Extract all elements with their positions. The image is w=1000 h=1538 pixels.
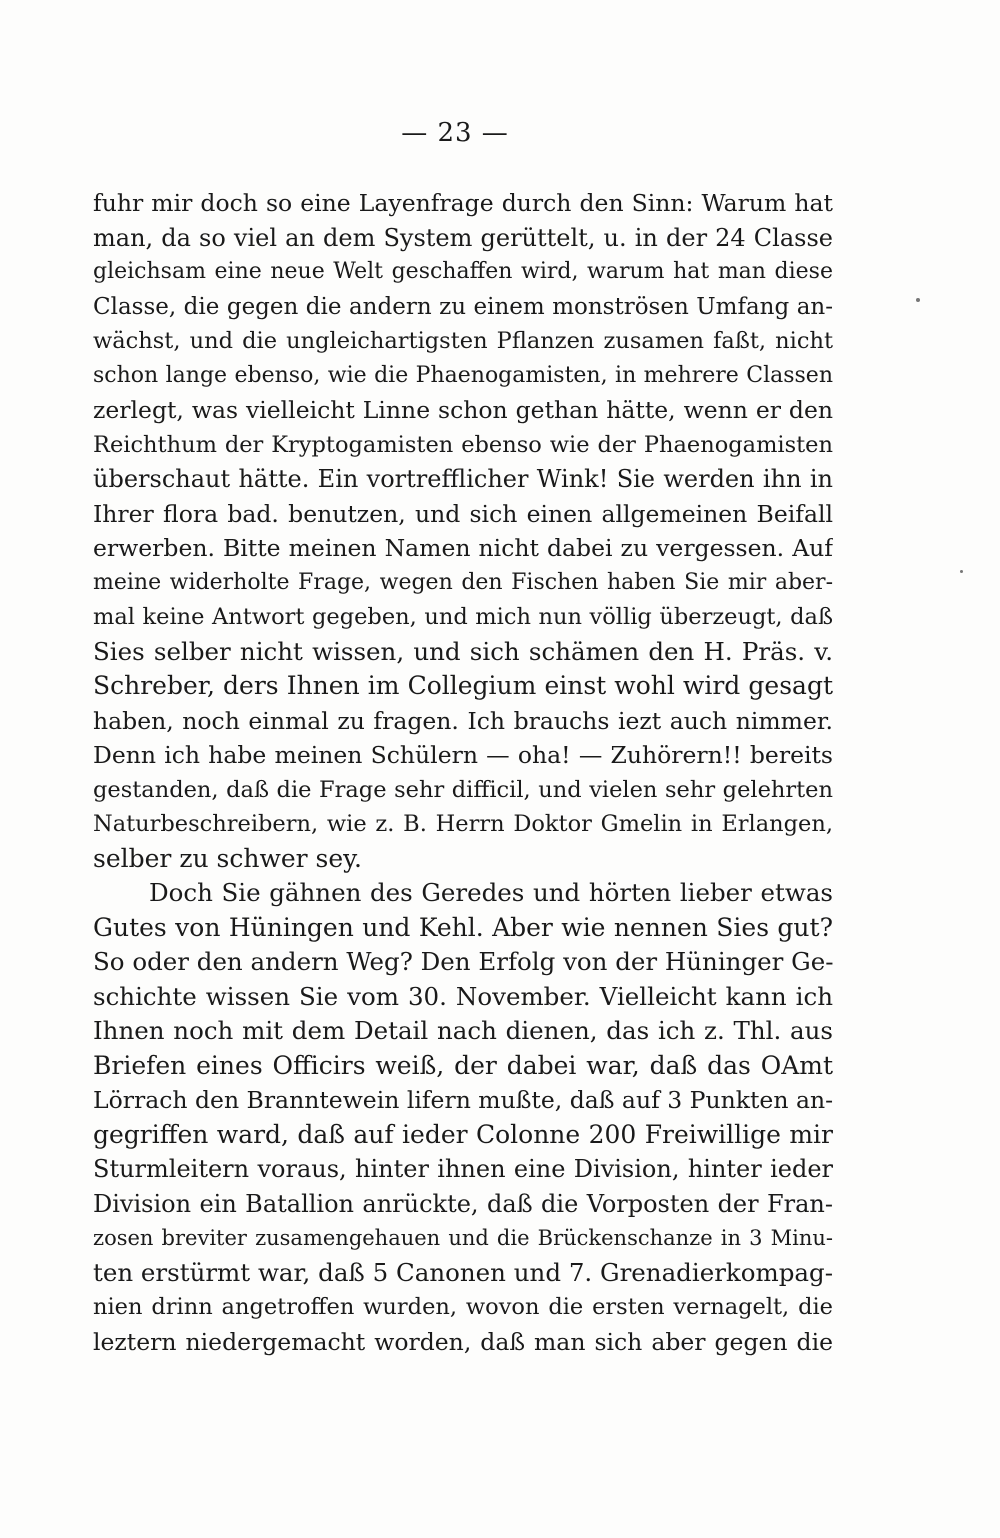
text-line: Classe, die gegen die andern zu einem monströsen Umfang an- xyxy=(93,293,833,320)
text-line: zerlegt, was vielleicht Linne schon gethan hätte, wenn er den xyxy=(93,396,833,424)
text-line: Ihnen noch mit dem Detail nach dienen, das ich z. Thl. aus xyxy=(93,1016,833,1045)
text-line: Sturmleitern voraus, hinter ihnen eine Division, hinter ieder xyxy=(93,1155,833,1183)
text-line: überschaut hätte. Ein vortrefflicher Wink! Sie werden ihn in xyxy=(93,465,833,493)
text-line: gegriffen ward, daß auf ieder Colonne 200 Freiwillige mir xyxy=(93,1119,833,1149)
text-line: Naturbeschreibern, wie z. B. Herrn Doktor Gmelin in Erlangen, xyxy=(93,811,833,837)
text-line: schichte wissen Sie vom 30. November. Vielleicht kann ich xyxy=(93,981,833,1011)
text-line: gleichsam eine neue Welt geschaffen wird, warum hat man diese xyxy=(93,259,833,284)
text-line: erwerben. Bitte meinen Namen nicht dabei zu vergessen. Auf xyxy=(93,534,833,562)
text-line: meine widerholte Frage, wegen den Fischen haben Sie mir aber- xyxy=(93,569,833,595)
text-line: Reichthum der Kryptogamisten ebenso wie der Phaenogamisten xyxy=(93,431,833,458)
paragraph-first-line: Doch Sie gähnen des Geredes und hörten lieber etwas xyxy=(149,878,833,907)
text-line: gestanden, daß die Frage sehr difficil, und vielen sehr gelehrten xyxy=(93,776,833,803)
paragraph-last-line: selber zu schwer sey. xyxy=(93,843,362,873)
text-line: man, da so viel an dem System gerüttelt, u. in der 24 Classe xyxy=(93,223,833,252)
text-line: Sies selber nicht wissen, und sich schämen den H. Präs. v. xyxy=(93,636,833,666)
text-line: fuhr mir doch so eine Layenfrage durch den Sinn: Warum hat xyxy=(93,189,833,217)
text-line: haben, noch einmal zu fragen. Ich brauchs iezt auch nimmer. xyxy=(93,706,833,735)
paper-speck xyxy=(960,570,963,573)
body-text xyxy=(93,186,833,1359)
text-line: zosen breviter zusamengehauen und die Brückenschanze in 3 Minu- xyxy=(93,1226,833,1250)
page-number: — 23 — xyxy=(401,118,509,148)
text-line: Lörrach den Branntewein lifern mußte, daß auf 3 Punkten an- xyxy=(93,1086,833,1114)
text-line: Denn ich habe meinen Schülern — oha! — Zuhörern!! bereits xyxy=(93,741,833,769)
text-line: nien drinn angetroffen wurden, wovon die ersten vernagelt, die xyxy=(93,1294,833,1320)
text-line: leztern niedergemacht worden, daß man sich aber gegen die xyxy=(93,1327,833,1356)
text-line: ten erstürmt war, daß 5 Canonen und 7. Grenadierkompag- xyxy=(93,1257,833,1287)
text-line: wächst, und die ungleichartigsten Pflanzen zusamen faßt, nicht xyxy=(93,328,833,354)
text-line: Gutes von Hüningen und Kehl. Aber wie nennen Sies gut? xyxy=(93,912,833,942)
text-line: Briefen eines Officirs weiß, der dabei war, daß das OAmt xyxy=(93,1050,833,1080)
text-line: So oder den andern Weg? Den Erfolg von der Hüninger Ge- xyxy=(93,947,833,976)
text-line: mal keine Antwort gegeben, und mich nun völlig überzeugt, daß xyxy=(93,604,833,630)
text-line: Ihrer flora bad. benutzen, und sich einen allgemeinen Beifall xyxy=(93,499,833,528)
text-line: Schreber, ders Ihnen im Collegium einst wohl wird gesagt xyxy=(93,671,833,700)
text-line: Division ein Batallion anrückte, daß die Vorposten der Fran- xyxy=(93,1189,833,1218)
paper-speck xyxy=(916,298,920,302)
text-line: schon lange ebenso, wie die Phaenogamisten, in mehrere Classen xyxy=(93,362,833,388)
